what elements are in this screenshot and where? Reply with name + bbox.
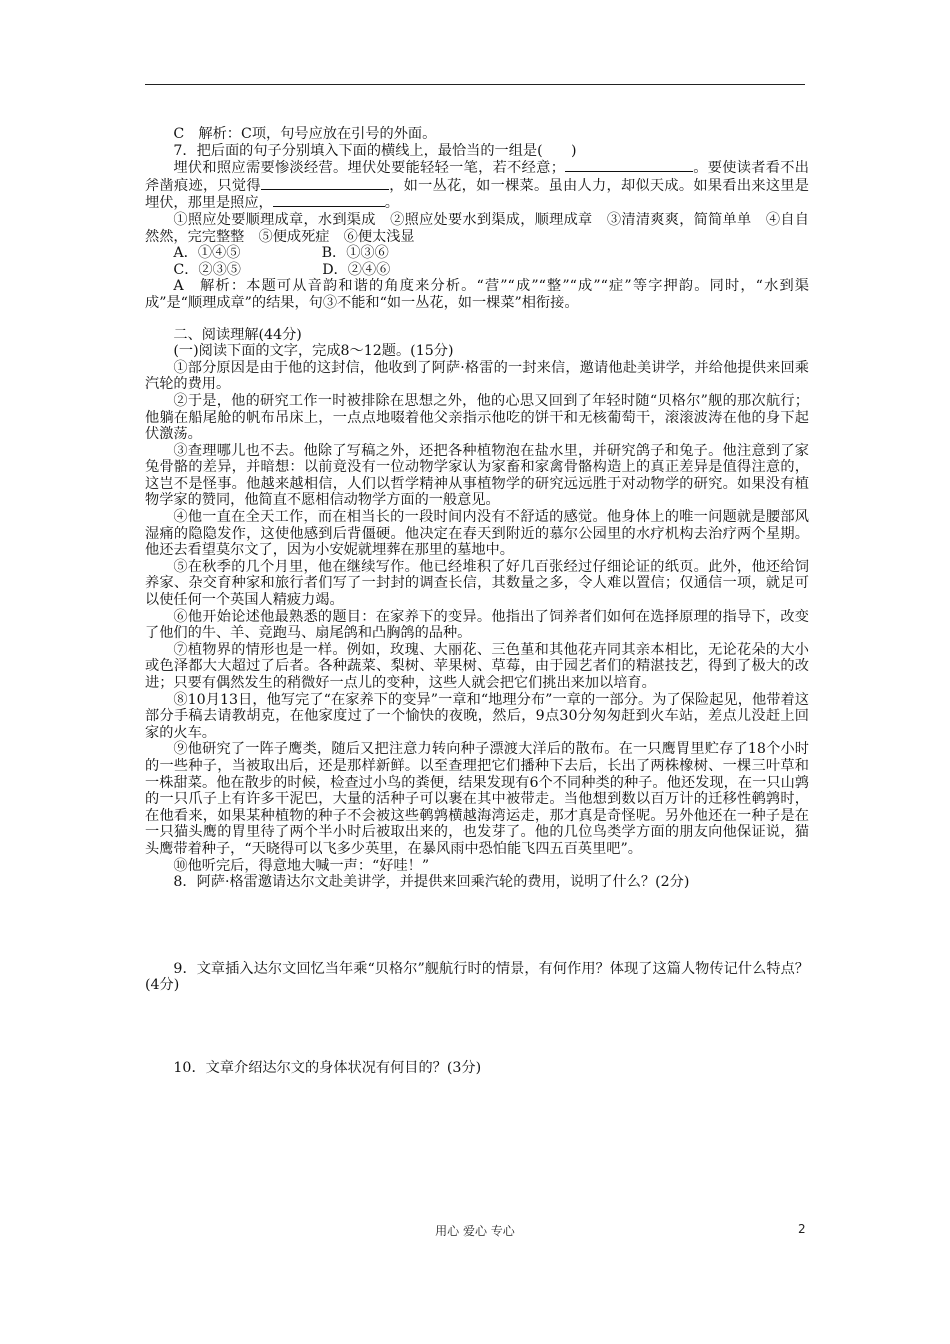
q7-passage-b: 。要使读者看不出斧凿痕迹，只觉得: [145, 160, 809, 194]
question-9: 9．文章插入达尔文回忆当年乘“贝格尔”舰航行时的情景，有何作用？体现了这篇人物传记什么特点？(4分): [145, 960, 809, 994]
reading-paragraph-5: ⑤在秋季的几个月里，他在继续写作。他已经堆积了好几百张经过仔细论证的纸页。此外，他还给饲养家、杂交育种家和旅行者们写了一封封的调查长信，其数量之多，令人难以置信；仅通信一项，就足可以使任何一个英国人精疲力竭。: [145, 558, 809, 609]
reading-paragraph-10: ⑩他听完后，得意地大喊一声：“好哇！”: [173, 857, 430, 874]
reading-paragraph-6: ⑥他开始论述他最熟悉的题目：在家养下的变异。他指出了饲养者们如何在选择原理的指导下，改变了他们的牛、羊、竞跑马、扇尾鸽和凸胸鸽的品种。: [145, 608, 809, 642]
q7-answer: A 解析：本题可从音韵和谐的角度来分析。“营”“成”“整”“成”“症”等字押韵。同时，“水到渠成”是“顺理成章”的结果，句③不能和“如一丛花，如一棵菜”相衔接。: [145, 278, 809, 311]
reading-paragraph-1: ①部分原因是由于他的这封信，他收到了阿萨·格雷的一封来信，邀请他赴美讲学，并给他提供来回乘汽轮的费用。: [145, 359, 809, 393]
q7-passage-d: 。: [384, 195, 399, 212]
q7-passage: [145, 159, 809, 212]
q7-option-a: A．①④⑤: [173, 245, 241, 262]
page-content: [145, 126, 809, 1077]
reading-paragraph-3: ③查理哪儿也不去。他除了写稿之外，还把各种植物泡在盐水里，并研究鸽子和兔子。他注意到了家兔骨骼的差异，并暗想：以前竟没有一位动物学家认为家畜和家禽骨骼构造上的真正差异是值得注意的，这岂不是怪事。他越来越相信，人们以哲学精神从事植物学的研究远远胜于对动物学的研究。如果没有植物学家的赞同，他简直不愿相信动物学方面的一般意见。: [145, 442, 809, 509]
q7-options-row-1: [145, 245, 809, 262]
fill-blank-2: [261, 177, 389, 190]
q7-options-row-2: [145, 262, 809, 279]
answer-space-9: [145, 994, 809, 1060]
q7-option-d: D．②④⑥: [322, 261, 391, 278]
q7-stem: 7．把后面的句子分别填入下面的横线上，最恰当的一组是( ): [173, 142, 577, 159]
q7-passage-c: ，如一丛花，如一棵菜。虽由人力，却似天成。如果看出来这里是埋伏，那里是照应，: [145, 177, 809, 212]
reading-paragraph-8: ⑧10月13日，他写完了“在家养下的变异”一章和“地理分布”一章的一部分。为了保险起见，他带着这部分手稿去请教胡克，在他家度过了一个愉快的夜晚，然后，9点30分匆匆赶到火车站，差点儿没赶上回家的火车。: [145, 691, 809, 741]
fill-blank-1: [565, 159, 693, 172]
section-title: 二、阅读理解(44分): [173, 326, 302, 343]
footer-slogan: 用心 爱心 专心: [435, 1224, 515, 1238]
q7-option-c: C．②③⑤: [173, 261, 241, 278]
question-8: 8．阿萨·格雷邀请达尔文赴美讲学，并提供来回乘汽轮的费用，说明了什么？(2分): [173, 874, 690, 891]
reading-paragraph-7: ⑦植物界的情形也是一样。例如，玫瑰、大丽花、三色堇和其他花卉同其亲本相比，无论花朵的大小或色泽都大大超过了后者。各种蔬菜、梨树、苹果树、草莓，由于园艺者们的精湛技艺，得到了极大的改进；只要有偶然发生的稍微好一点儿的变种，这些人就会把它们挑出来加以培育。: [145, 641, 809, 691]
reading-paragraph-4: ④他一直在全天工作，而在相当长的一段时间内没有不舒适的感觉。他身体上的唯一问题就是腰部风湿痛的隐隐发作，这使他感到后背僵硬。他决定在春天到附近的慕尔公园里的水疗机构去治疗两个星期。他还去看望莫尔文了，因为小安妮就埋葬在那里的墓地中。: [145, 509, 809, 559]
subsection-title: (一)阅读下面的文字，完成8～12题。(15分): [173, 343, 454, 360]
question-10: 10．文章介绍达尔文的身体状况有何目的？(3分): [173, 1059, 482, 1076]
q7-option-b: B．①③⑥: [321, 245, 389, 262]
page-number: 2: [798, 1222, 806, 1236]
q6-answer: C 解析：C项，句号应放在引号的外面。: [173, 126, 437, 142]
q7-choices: ①照应处要顺理成章，水到渠成 ②照应处要水到渠成，顺理成章 ③清清爽爽，简简单单 ④自自然然，完完整整 ⑤便成死症 ⑥便太浅显: [145, 211, 809, 245]
reading-paragraph-9: ⑨他研究了一阵子鹰类，随后又把注意力转向种子漂渡大洋后的散布。在一只鹰胃里贮存了18个小时的一些种子，当被取出后，还是那样新鲜。以至查理把它们播种下去后，长出了两株橡树、一棵三叶草和一株甜菜。他在散步的时候，检查过小鸟的粪便，结果发现有6个不同种类的种子。他还发现，在一只山鹑的一只爪子上有许多干泥巴，大量的活种子可以裹在其中被带走。当他想到数以百万计的迁移性鹌鹑时，在他看来，如果某种植物的种子不会被这些鹌鹑横越海湾运走，那才真是奇怪呢。另外他还在一种子是在一只猫头鹰的胃里待了两个半小时后被取出来的，也发芽了。他的几位鸟类学方面的朋友向他保证说，猫头鹰带着种子，“天晓得可以飞多少英里，在暴风雨中恐怕能飞四五百英里吧”。: [145, 741, 809, 857]
fill-blank-3: [273, 194, 385, 207]
header-rule: [145, 84, 805, 85]
q7-passage-a: 埋伏和照应需要惨淡经营。埋伏处要能轻轻一笔，若不经意；: [173, 160, 565, 177]
spacer: [145, 312, 809, 327]
answer-space-8: [145, 891, 809, 961]
reading-paragraph-2: ②于是，他的研究工作一时被排除在思想之外，他的心思又回到了年轻时随“贝格尔”舰的那次航行；他躺在船尾舱的帆布吊床上，一点点地啜着他父亲指示他吃的饼干和无核葡萄干，滚滚波涛在他的身下起伏激荡。: [145, 392, 809, 443]
